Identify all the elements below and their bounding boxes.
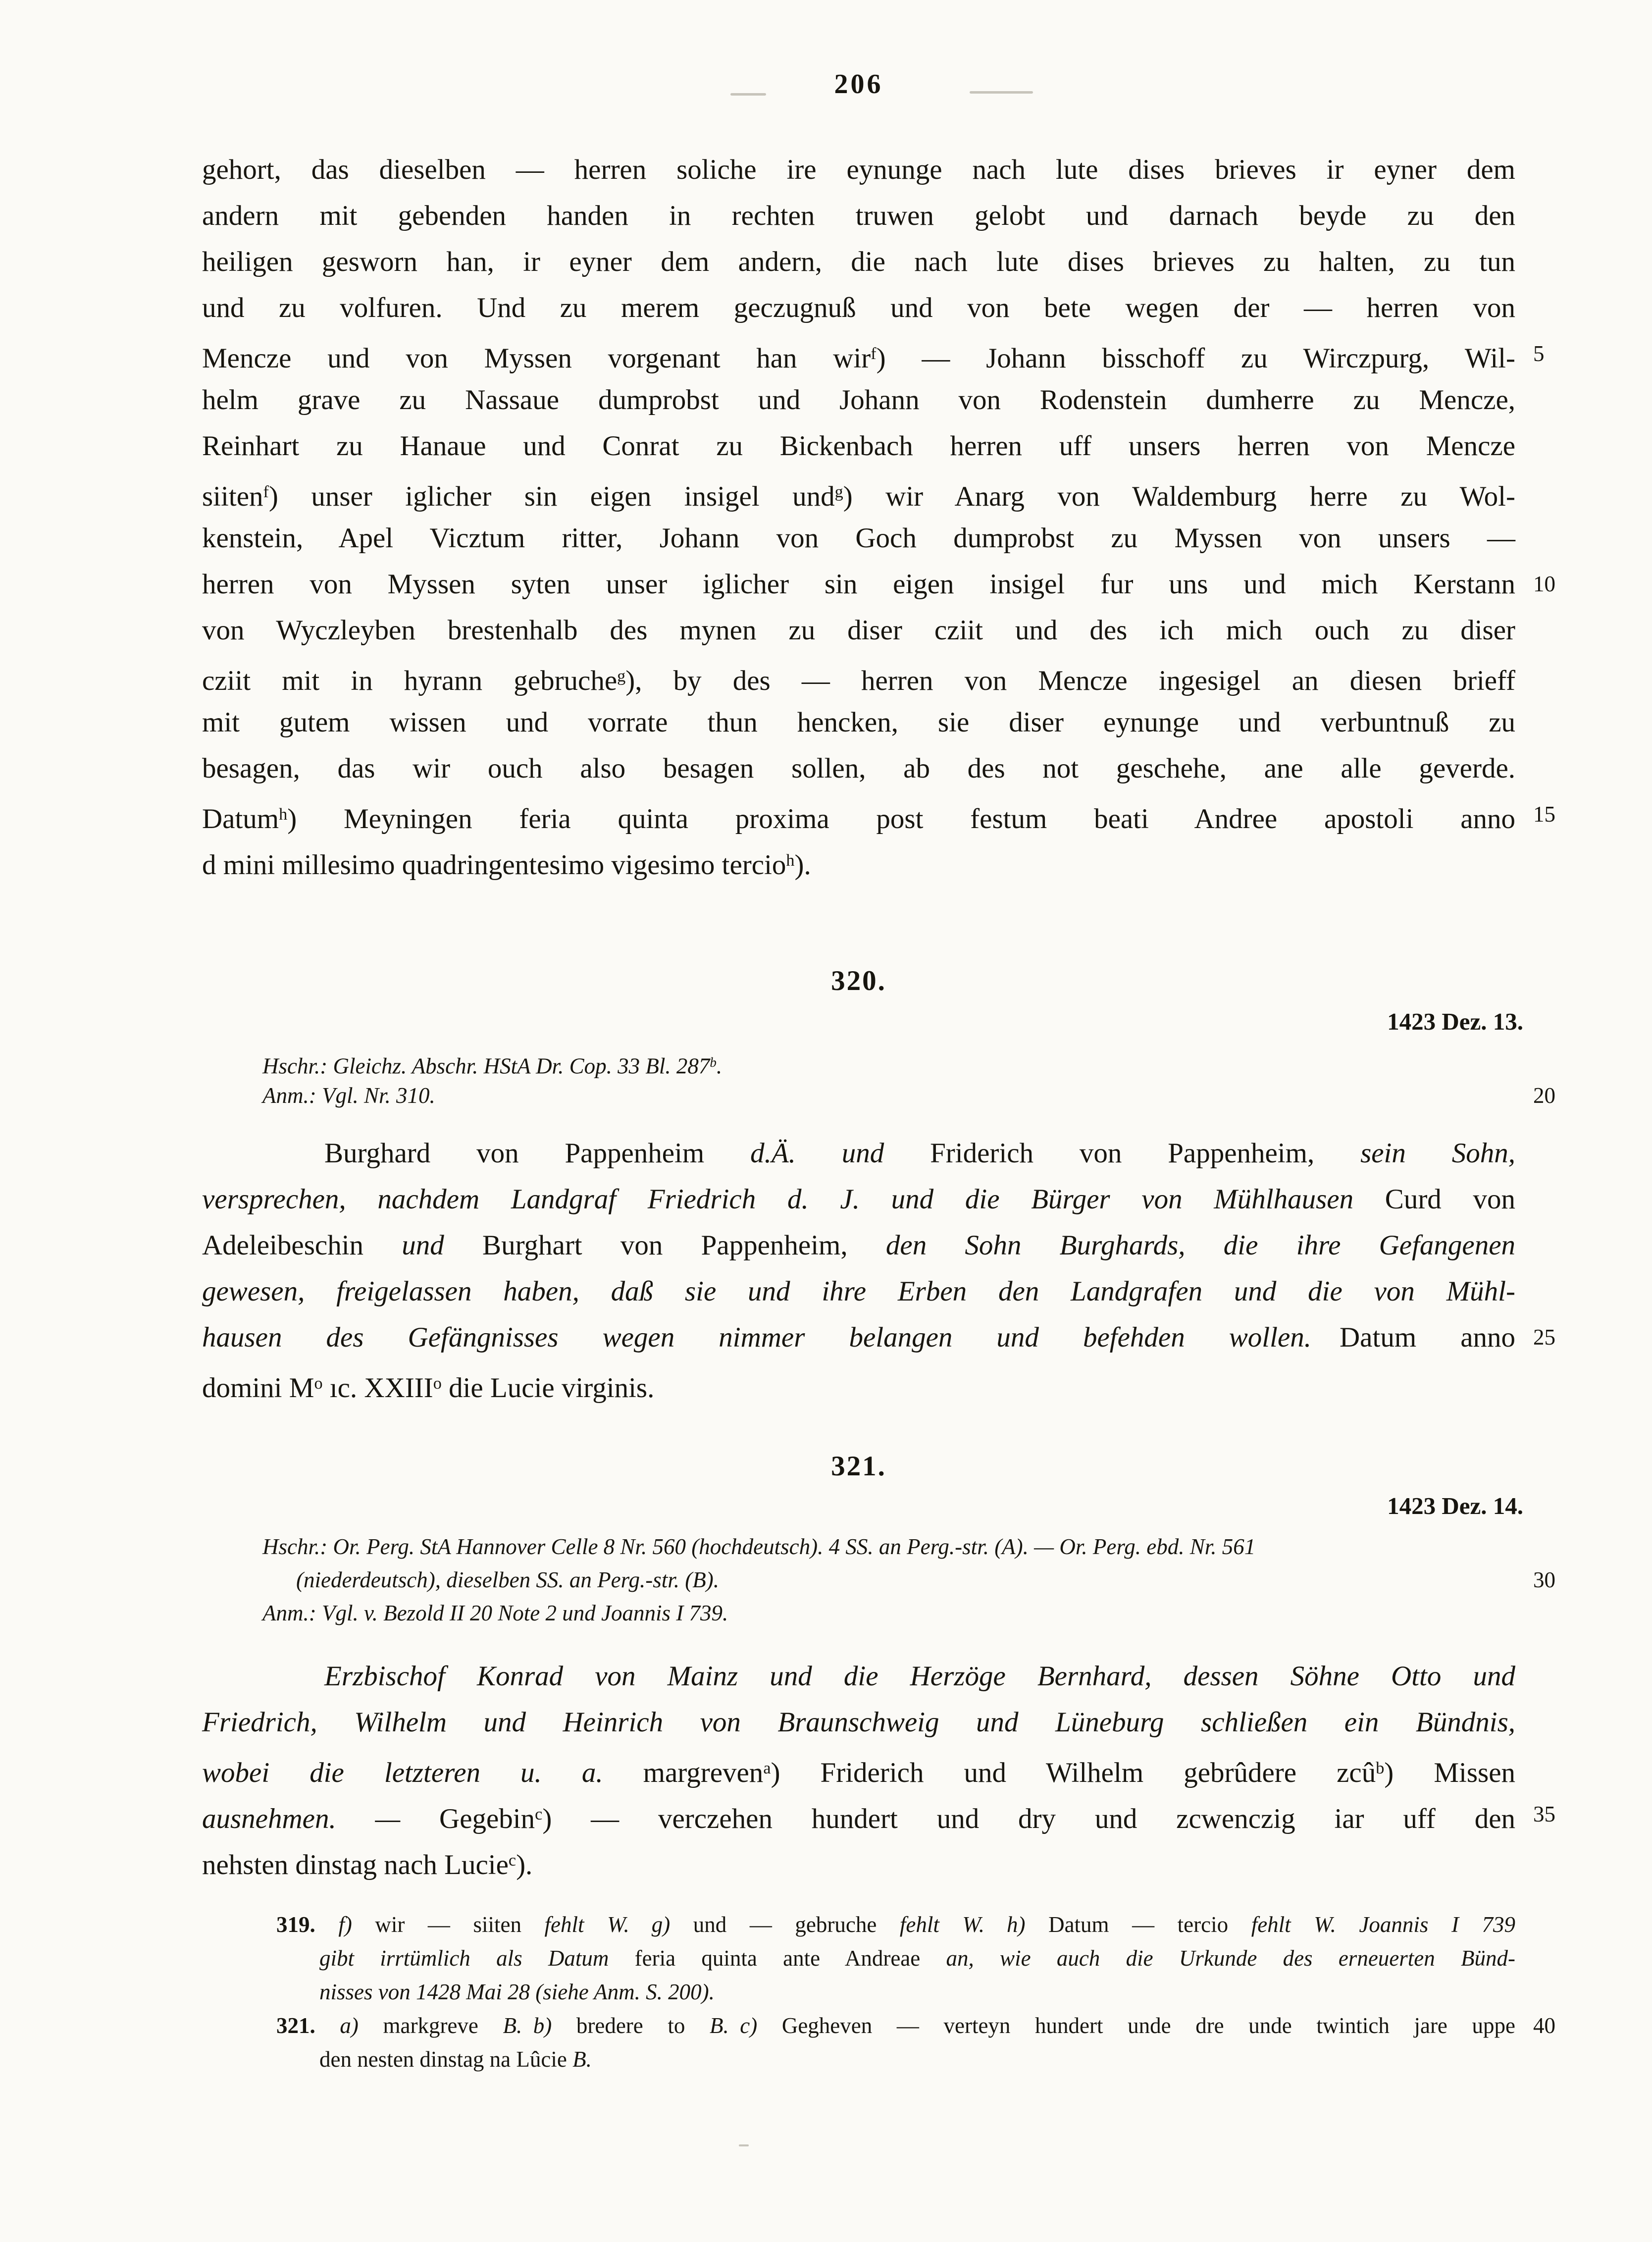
entry-321-date: 1423 Dez. 14. [1387,1492,1523,1519]
text-line: den nesten dinstag na Lûcie B. [319,2047,592,2072]
margin-line-number: 35 [1533,1802,1555,1826]
scan-speck [970,91,1033,94]
text-line: ausnehmen. — Gegebin$^c$) — verczehen hundert und dry und zcwenczig iar uff den 35 [202,1791,1515,1837]
text-line: Anm.: Vgl. v. Bezold II 20 Note 2 und Joannis I 739. [262,1601,728,1625]
text-line: von Wyczleyben brestenhalb des mynen zu diser cziit und des ich mich ouch zu diser [202,615,1515,646]
text-line: andern mit gebenden handen in rechten truwen gelobt und darnach beyde zu den [202,200,1515,231]
margin-line-number: 5 [1533,341,1545,366]
scan-speck [739,2144,749,2146]
margin-line-number: 15 [1533,802,1555,827]
text-line: cziit mit in hyrann gebruche$^g$), by des — herren von Mencze ingesigel an diesen brieff [202,665,1515,697]
margin-line-number: 30 [1533,1567,1555,1592]
text-line: Datum$^h$) Meyningen feria quinta proxima post festum beati Andree apostoli anno 15 [202,791,1515,837]
entry-319-continuation-text [202,147,1555,884]
text-line: nisses von 1428 Mai 28 (siehe Anm. S. 200). [319,1980,715,2004]
text-line: Hschr.: Or. Perg. StA Hannover Celle 8 Nr. 560 (hochdeutsch). 4 SS. an Perg.-str. (A). — Or. Perg. ebd. Nr. 561 [262,1534,1256,1559]
text-line: 319. f) wir — siiten fehlt W. g) und — gebruche fehlt W. h) Datum — tercio fehlt W. Joannis I 739 [276,1912,1515,1937]
entry-321-source-note [202,1530,1555,1630]
text-line: Friedrich, Wilhelm und Heinrich von Braunschweig und Lüneburg schließen ein Bündnis, [202,1707,1515,1738]
text-line: besagen, das wir ouch also besagen sollen, ab des not geschehe, ane alle geverde. [202,753,1515,784]
text-line: und zu volfuren. Und zu merem geczugnuß und von bete wegen der — herren von [202,292,1515,323]
text-line: kenstein, Apel Vicztum ritter, Johann von Goch dumprobst zu Myssen von unsers — [202,522,1515,554]
margin-line-number: 25 [1533,1325,1555,1350]
footnotes-apparatus [202,1908,1555,2076]
text-line: Burghard von Pappenheim d.Ä. und Friderich von Pappenheim, sein Sohn, [324,1138,1515,1169]
text-line: Hschr.: Gleichz. Abschr. HStA Dr. Cop. 33 Bl. 287$^b$. [262,1053,723,1079]
text-line: domini $M^o$ ıc. XXIII$^o$ die Lucie virginis. [202,1372,655,1404]
entry-321-number: 321. [831,1451,886,1482]
text-line: Anm.: Vgl. Nr. 310. 20 [202,1079,1515,1112]
page-number: 206 [834,69,883,100]
entry-321-regest [202,1653,1555,1883]
text-line: siiten$^f$) unser iglicher sin eigen insigel und$^g$) wir Anarg von Waldemburg herre zu Wol- [202,481,1516,513]
text-line: herren von Myssen syten unser iglicher sin eigen insigel fur uns und mich Kerstann 10 [202,561,1515,607]
margin-line-number: 10 [1533,572,1555,596]
text-line: Mencze und von Myssen vorgenant han wir$^f$) — Johann bisschoff zu Wirczpurg, Wil- 5 [202,331,1515,377]
text-line: versprechen, nachdem Landgraf Friedrich d. J. und die Bürger von Mühlhausen Curd von [202,1184,1516,1215]
margin-line-number: 20 [1533,1083,1555,1108]
text-line: Adeleibeschin und Burghart von Pappenheim, den Sohn Burghards, die ihre Gefangenen [202,1230,1516,1261]
text-line: gehort, das dieselben — herren soliche ire eynunge nach lute dises brieves ir eyner dem [202,154,1515,185]
text-line: heiligen gesworn han, ir eyner dem andern, die nach lute dises brieves zu halten, zu tun [202,246,1515,277]
text-line: gibt irrtümlich als Datum feria quinta ante Andreae an, wie auch die Urkunde des erneuerten Bünd- [319,1946,1516,1971]
text-line: helm grave zu Nassaue dumprobst und Johann von Rodenstein dumherre zu Mencze, [202,384,1515,416]
entry-320-source-note [202,1046,1555,1112]
margin-line-number: 40 [1533,2013,1555,2038]
text-line: mit gutem wissen und vorrate thun hencken, sie diser eynunge und verbuntnuß zu [202,707,1515,738]
text-line: hausen des Gefängnisses wegen nimmer belangen und befehden wollen. Datum anno 25 [202,1314,1515,1360]
text-line: wobei die letzteren u. a. margreven$^a$) Friderich und Wilhelm gebrûdere zcû$^b$) Missen [202,1757,1515,1789]
text-line: nehsten dinstag nach Lucie$^c$). [202,1849,533,1881]
entry-320-regest [202,1130,1555,1407]
text-line: Reinhart zu Hanaue und Conrat zu Bickenbach herren uff unsers herren von Mencze [202,430,1515,462]
text-line: d mini millesimo quadringentesimo vigesimo tercio$^h$). [202,849,811,881]
entry-320-date: 1423 Dez. 13. [1387,1008,1523,1035]
text-line: Erzbischof Konrad von Mainz und die Herzöge Bernhard, dessen Söhne Otto und [324,1661,1515,1692]
text-line: 321. a) markgreve B. b) bredere to B. c) Gegheven — verteyn hundert unde dre unde twintich jare uppe 40 [202,2009,1515,2042]
text-line: (niederdeutsch), dieselben SS. an Perg.-str. (B). 30 [202,1564,1515,1597]
text-line: gewesen, freigelassen haben, daß sie und ihre Erben den Landgrafen und die von Mühl- [202,1276,1515,1307]
entry-320-number: 320. [831,965,886,996]
